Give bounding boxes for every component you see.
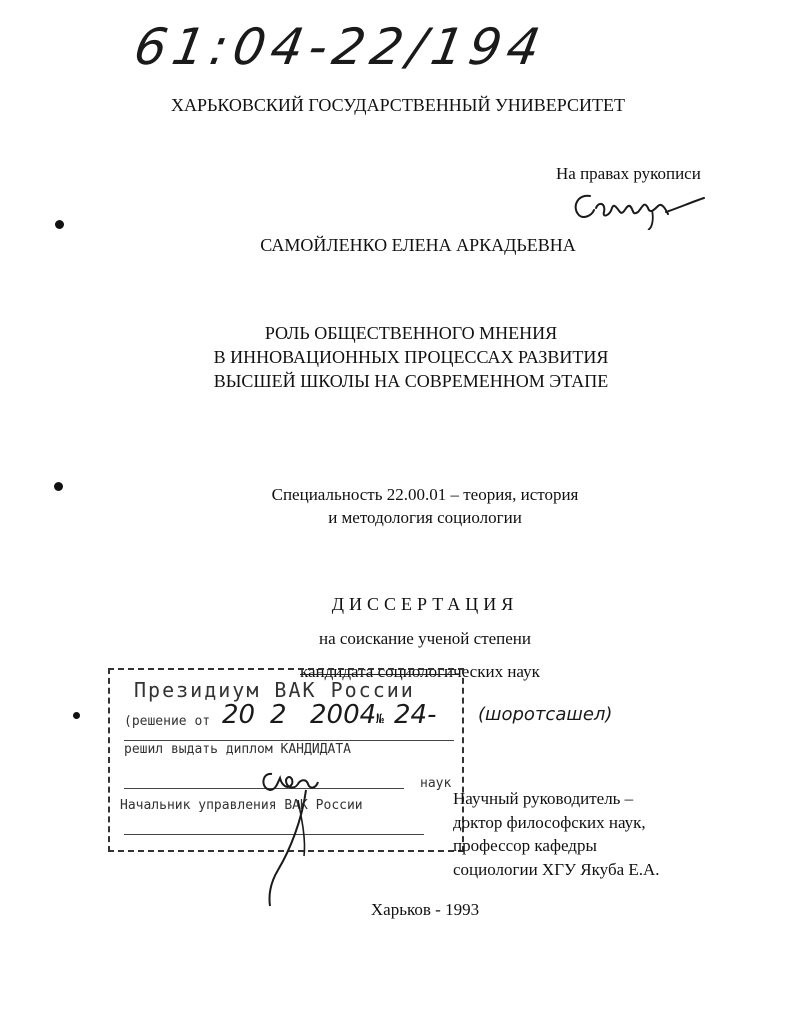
stamp-number-value: 24- — [394, 700, 437, 730]
title-line-1: РОЛЬ ОБЩЕСТВЕННОГО МНЕНИЯ — [264, 323, 558, 343]
stamp-issue-text: решил выдать диплом КАНДИДАТА — [124, 742, 351, 757]
vak-signature — [258, 760, 348, 910]
margin-mark — [55, 220, 64, 229]
stamp-head-title: Начальник управления ВАК России — [120, 798, 363, 813]
supervisor-line-1: Научный руководитель – — [453, 789, 634, 808]
title-line-3: ВЫСШЕЙ ШКОЛЫ НА СОВРЕМЕННОМ ЭТАПЕ — [213, 371, 609, 391]
stamp-number-suffix: (шоротсашел) — [478, 704, 613, 725]
stamp-number-label: № — [376, 712, 384, 727]
stamp-decision-prefix: (решение от — [124, 714, 211, 729]
title-line-2: В ИННОВАЦИОННЫХ ПРОЦЕССАХ РАЗВИТИЯ — [213, 347, 609, 367]
stamp-date-day: 20 — [222, 700, 256, 730]
specialty-line-1: Специальность 22.00.01 – теория, история — [271, 485, 579, 504]
stamp-org: Президиум ВАК России — [134, 678, 415, 702]
university-name: ХАРЬКОВСКИЙ ГОСУДАРСТВЕННЫЙ УНИВЕРСИТЕТ — [171, 95, 625, 115]
dissertation-title — [0, 321, 796, 393]
stamp-date-month: 2 — [270, 700, 287, 730]
manuscript-rights: На правах рукописи — [556, 164, 701, 183]
supervisor-line-2: доктор философских наук, — [453, 812, 646, 832]
stamp-date-year: 2004 — [310, 700, 377, 730]
archive-number: 61:04-22/194 — [129, 18, 551, 76]
author-name: САМОЙЛЕНКО ЕЛЕНА АРКАДЬЕВНА — [260, 235, 576, 255]
document-type: ДИССЕРТАЦИЯ — [331, 594, 519, 614]
stamp-field-suffix: наук — [420, 776, 452, 791]
supervisor-line-4: социологии ХГУ Якуба Е.А. — [453, 859, 660, 879]
degree-line-1: на соискание ученой степени — [318, 629, 532, 648]
degree-line-2-text: кандидата социологических наук — [300, 662, 540, 681]
specialty-line-2: и методология социологии — [328, 508, 522, 527]
margin-mark — [73, 712, 80, 719]
specialty — [0, 483, 796, 529]
author-signature — [568, 186, 708, 230]
supervisor-info — [453, 787, 660, 881]
city-year: Харьков - 1993 — [370, 900, 480, 919]
supervisor-line-3: профессор кафедры — [453, 836, 597, 855]
